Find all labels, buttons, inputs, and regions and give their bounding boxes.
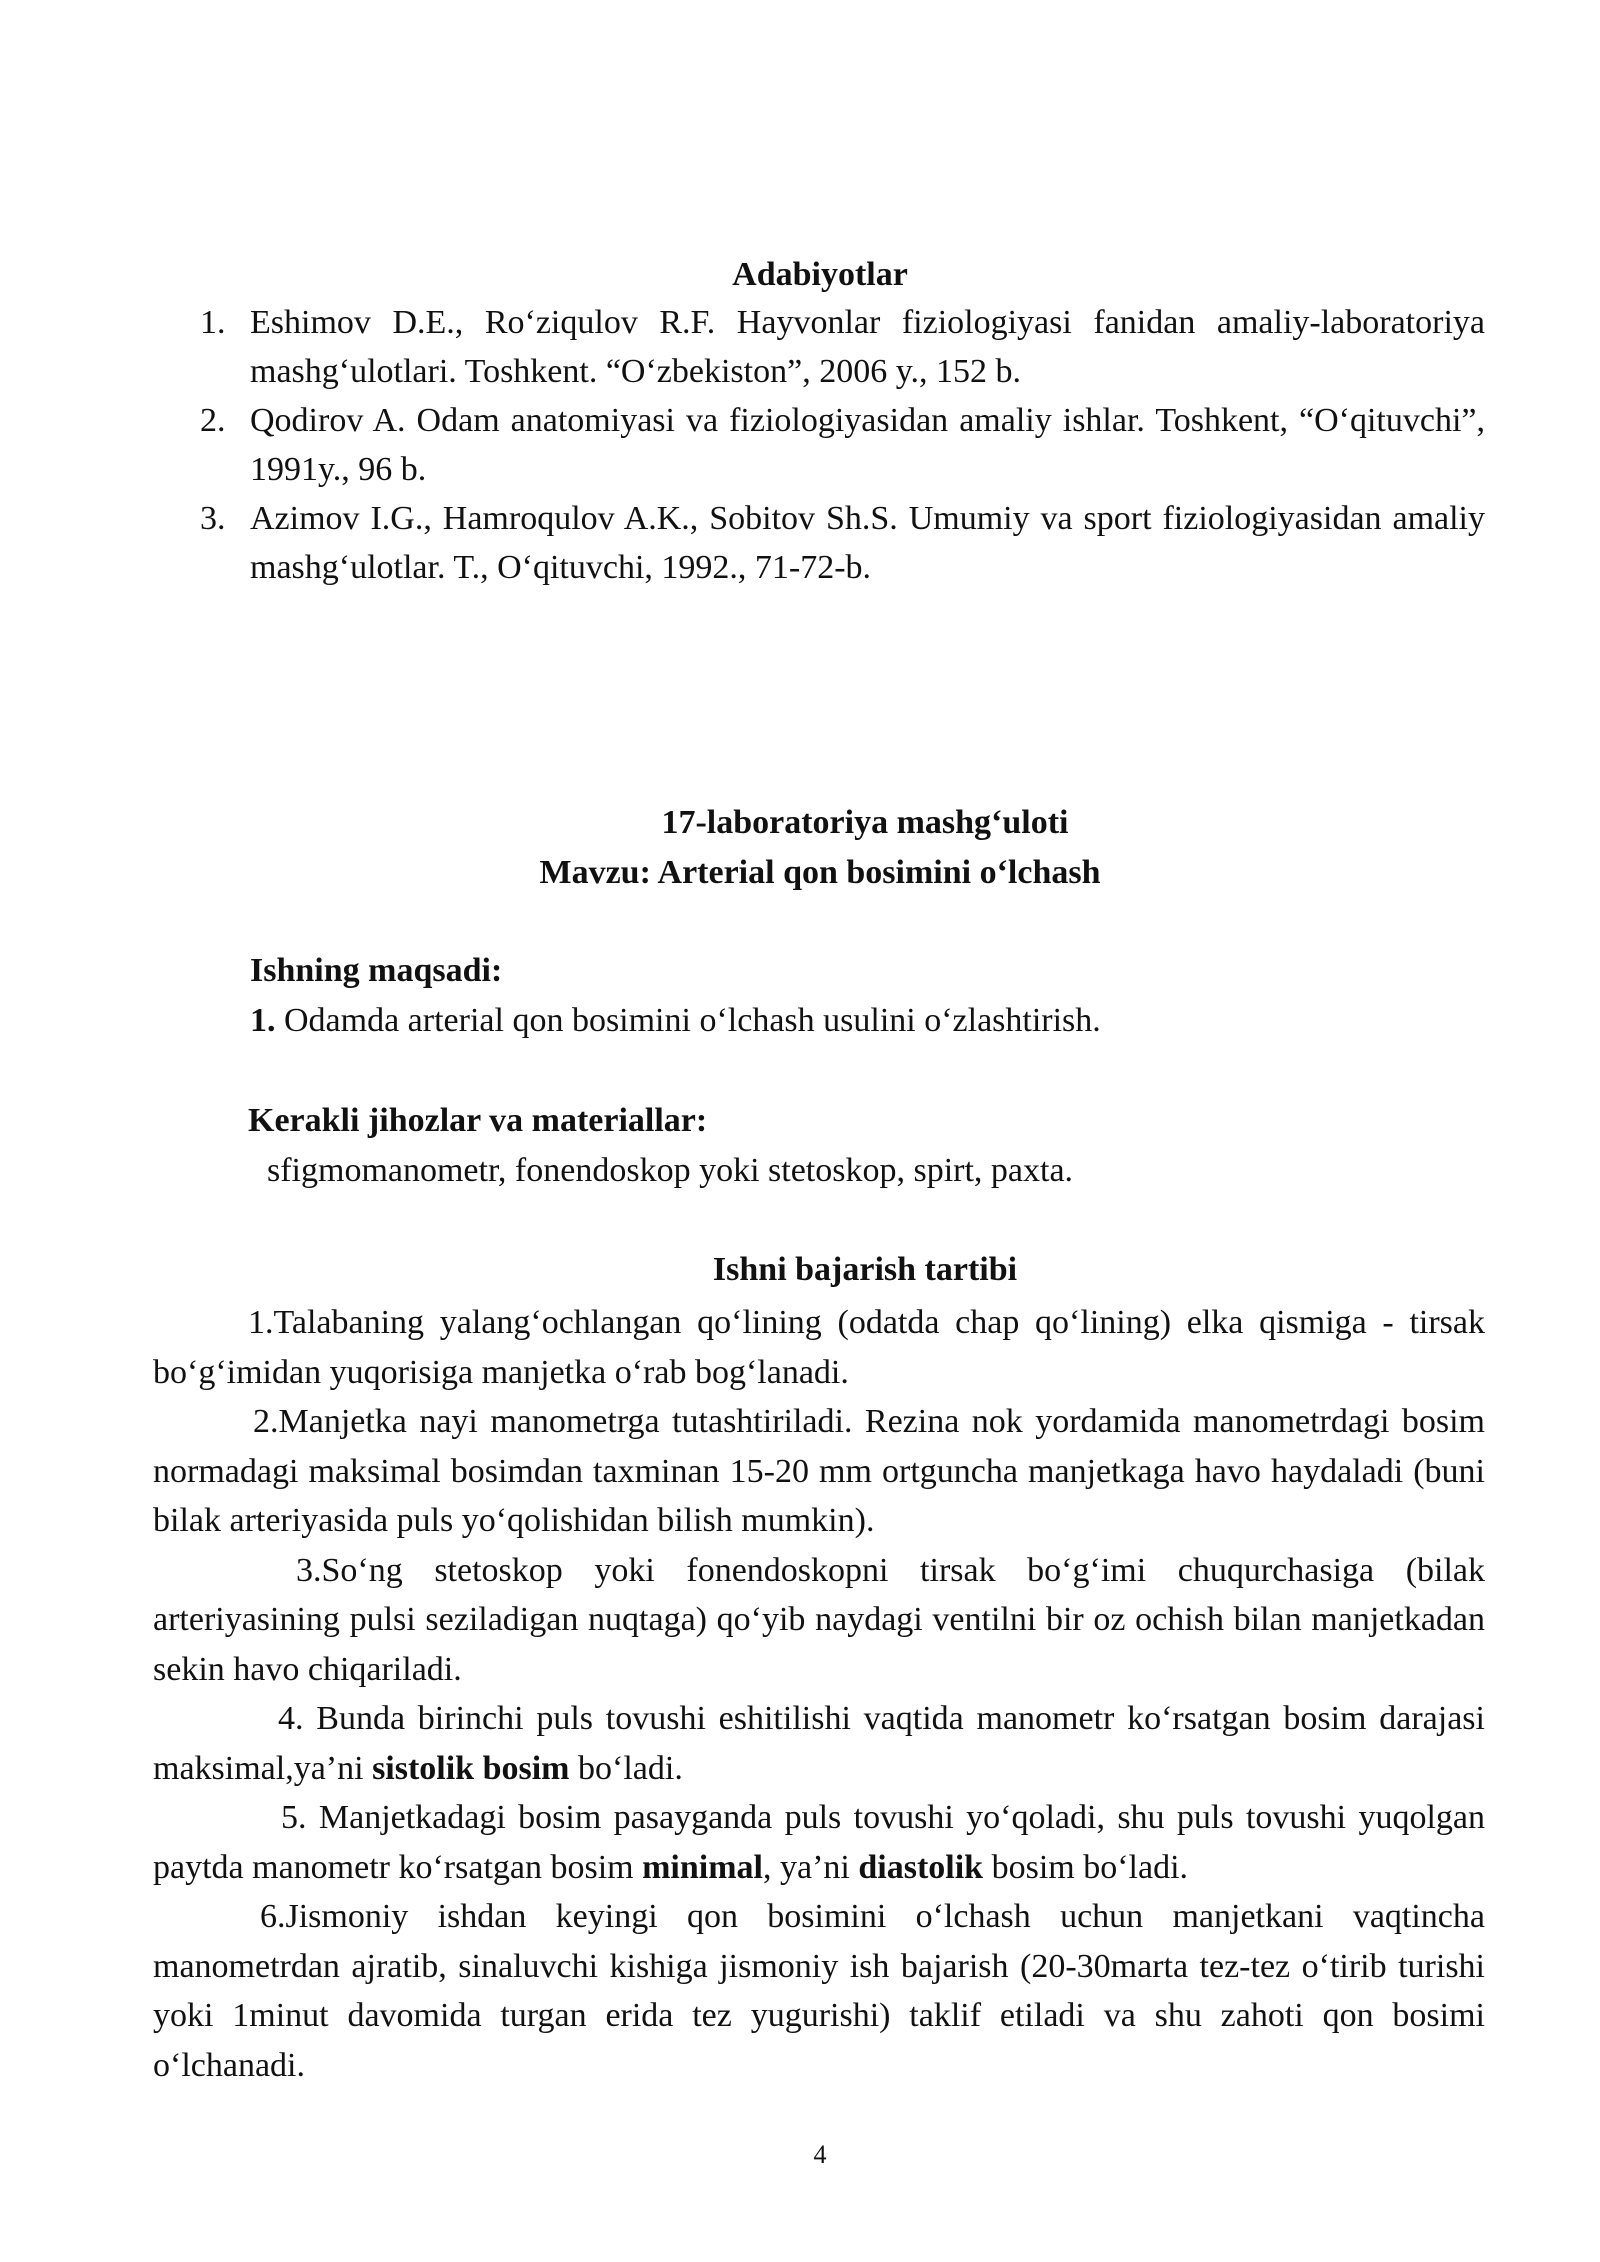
reference-item [200, 396, 1485, 494]
references-list [200, 298, 1485, 592]
reference-number: 3. [200, 500, 226, 537]
reference-item [200, 494, 1485, 592]
procedure-step-2: 2.Manjetka nayi manometrga tutashtiriladi. Rezina nok yordamida manometrdagi bosim normadagi maksimal bosimdan taxminan 15-20 mm ortguncha manjetkaga havo haydaladi (buni bilak arteriyasida puls yo‘qolishidan bilish mumkin). [153, 1403, 1485, 1539]
equipment-label: Kerakli jihozlar va materiallar: [248, 1102, 708, 1139]
procedure-step-1: 1.Talabaning yalang‘ochlangan qo‘lining (odatda chap qo‘lining) elka qismiga - tirsak bo‘g‘imidan yuqorisiga manjetka o‘rab bog‘lanadi. [153, 1304, 1485, 1391]
procedure-title: Ishni bajarish tartibi [712, 1251, 1018, 1288]
diastolic-term: diastolik [858, 1848, 984, 1886]
step-4-text: 4. Bunda birinchi puls tovushi eshitilishi vaqtida manometr ko‘rsatgan bosim darajasi maksimal,ya’ni [153, 1700, 1485, 1787]
step-4-end: bo‘ladi. [569, 1749, 683, 1787]
lab-number-title: 17-laboratoriya mashg‘uloti [661, 804, 1069, 841]
procedure-step-4 [153, 1694, 1485, 1793]
reference-text: Qodirov A. Odam anatomiyasi va fiziologiyasidan amaliy ishlar. Toshkent, “O‘qituvchi”, 1991y., 96 b. [250, 402, 1485, 488]
reference-text: Azimov I.G., Hamroqulov A.K., Sobitov Sh.S. Umumiy va sport fiziologiyasidan amaliy mashg‘ulotlar. T., O‘qituvchi, 1992., 71-72-b. [250, 500, 1485, 586]
goal-label: Ishning maqsadi: [250, 952, 503, 989]
reference-text: Eshimov D.E., Ro‘ziqulov R.F. Hayvonlar fiziologiyasi fanidan amaliy-laboratoriya mashg‘ulotlari. Toshkent. “O‘zbekiston”, 2006 y., 152 b. [250, 304, 1485, 390]
procedure-step-5 [153, 1793, 1485, 1892]
goal-item [250, 996, 1101, 1046]
step-5-text: 5. Manjetkadagi bosim pasayganda puls tovushi yo‘qoladi, shu puls tovushi yuqolgan paytda manometr ko‘rsatgan bosim [153, 1799, 1485, 1886]
reference-item [200, 298, 1485, 396]
equipment-text: sfigmomanometr, fonendoskop yoki stetoskop, spirt, paxta. [267, 1152, 1074, 1189]
goal-item-text: Odamda arterial qon bosimini o‘lchash usulini o‘zlashtirish. [275, 1002, 1101, 1039]
procedure-steps [153, 1298, 1485, 2090]
reference-number: 2. [200, 402, 226, 439]
reference-number: 1. [200, 304, 226, 341]
goal-item-number: 1. [250, 1002, 276, 1039]
minimal-term: minimal [642, 1848, 764, 1886]
lab-topic: Mavzu: Arterial qon bosimini o‘lchash [539, 854, 1101, 891]
step-5-end: bosim bo‘ladi. [983, 1848, 1189, 1886]
step-5-mid: , ya’ni [763, 1848, 859, 1886]
procedure-step-6: 6.Jismoniy ishdan keyingi qon bosimini o‘lchash uchun manjetkani vaqtincha manometrdan ajratib, sinaluvchi kishiga jismoniy ish bajarish (20-30marta tez-tez o‘tirib turishi yoki 1minut davomida turgan erida tez yugurishi) taklif etiladi va shu zahoti qon bosimi o‘lchanadi. [153, 1898, 1485, 2084]
procedure-step-3: 3.So‘ng stetoskop yoki fonendoskopni tirsak bo‘g‘imi chuqurchasiga (bilak arteriyasining pulsi seziladigan nuqtaga) qo‘yib naydagi ventilni bir oz ochish bilan manjetkadan sekin havo chiqariladi. [153, 1551, 1485, 1688]
page-number: 4 [813, 2140, 827, 2169]
systolic-pressure-term: sistolik bosim [372, 1749, 570, 1787]
references-title: Adabiyotlar [732, 256, 908, 293]
